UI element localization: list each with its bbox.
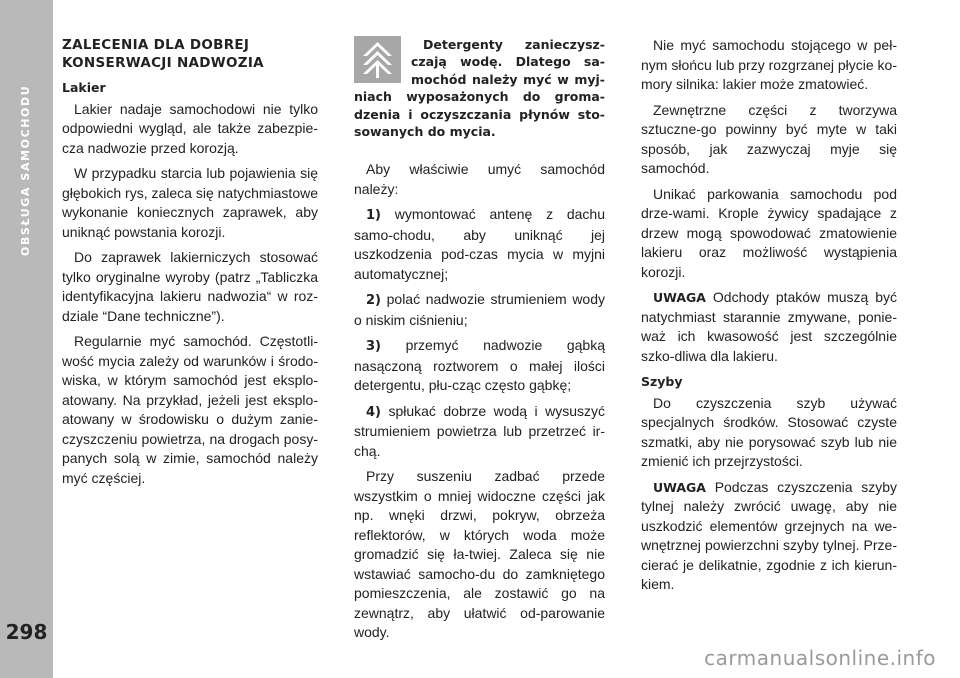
- paragraph: Przy suszeniu zadbać przede wszystkim o mniej widoczne części jak np. wnęki drzwi, pokryw, obrzeża reflektorów, w których woda może gromadzić się ła-twiej. Zaleca się nie wstawiać samocho-du do zamkniętego pomieszczenia, ale zostawić go na zewnątrz, aby ułatwić od-parowanie wody.: [354, 468, 605, 641]
- step-number: 3): [366, 339, 381, 355]
- note-label: UWAGA: [653, 290, 706, 305]
- paragraph: Zewnętrzne części z tworzywa sztuczne-go powinny być myte w taki sposób, jak zazwyczaj myje się samochód.: [641, 101, 897, 176]
- section-title-vertical: OBSŁUGA SAMOCHODU: [19, 84, 32, 256]
- paragraph: Unikać parkowania samochodu pod drze-wami. Krople żywicy spadające z drzew mogą spowodować zmatowienie lakieru oraz możliwość wystąpienia korozji.: [641, 185, 897, 280]
- step-1: [354, 205, 605, 284]
- environment-warning: [354, 36, 605, 140]
- step-number: 2): [366, 293, 381, 309]
- step-number: 4): [366, 404, 381, 420]
- paragraph: Nie myć samochodu stojącego w peł-nym słońcu lub przy rozgrzanej płycie ko-mory silnika: lakier może zmatowieć.: [641, 37, 897, 92]
- step-text: wymontować antenę z dachu samo-chodu, aby uniknąć jej uszkodzenia pod-czas mycia w myjni automatycznej;: [354, 206, 605, 282]
- step-4: [354, 402, 605, 462]
- step-3: [354, 336, 605, 396]
- column-3: [641, 36, 897, 601]
- column-1: [62, 36, 318, 494]
- paragraph: Do zaprawek lakierniczych stosować tylko oryginalne wyroby (patrz „Tabliczka identyfikacyjna lakieru nadwozia“ w roz-dziale “Dane techniczne”).: [62, 249, 318, 324]
- step-number: 1): [366, 208, 381, 224]
- step-text: spłukać dobrze wodą i wysuszyć strumieniem powietrza lub przetrzeć ir-chą.: [354, 402, 606, 459]
- paragraph: Regularnie myć samochód. Częstotli-wość mycia zależy od warunków i środo-wiska, w którym samochód jest eksplo-atowany. Na przykład, jeżeli jest eksplo-atowany w środowisku o dużym zanie-czyszczeniu powietrza, na drogach posy-panych solą w zimie, samochód należy myć częściej.: [62, 333, 318, 486]
- note-text: Podczas czyszczenia szyby tylnej należy zwrócić uwagę, aby nie uszkodzić elementów grzejnych na we-wnętrznej powierzchni szyby tylnej. Prze-cierać je delikatnie, zgodnie z ich kierun-kiem.: [641, 478, 898, 592]
- paragraph: Do czyszczenia szyb używać specjalnych środków. Stosować czyste szmatki, aby nie porysować szyb lub nie zmienić ich przejrzystości.: [641, 394, 897, 469]
- paragraph: W przypadku starcia lub pojawienia się głębokich rys, zaleca się natychmiastowe wykonanie koniecznych zaprawek, aby uniknąć powstania korozji.: [62, 165, 319, 240]
- step-text: przemyć nadwozie gąbką nasączoną roztworem o małej ilości detergentu, płu-cząc często gąbkę;: [354, 337, 605, 394]
- page-number: 298: [5, 620, 48, 644]
- paragraph: Lakier nadaje samochodowi nie tylko odpowiedni wygląd, ale także zabezpie-cza nadwozie przed korozją.: [62, 100, 318, 156]
- warning-text: Detergenty zanieczysz-czają wodę. Dlatego sa-mochód należy myć w myj-niach wyposażonych do groma-dzenia i oczyszczania płynów sto-sowanych do mycia.: [354, 37, 605, 140]
- step-text: polać nadwozie strumieniem wody o niskim ciśnieniu;: [354, 291, 606, 328]
- note-rear-window: [641, 478, 897, 595]
- subheading-szyby: Szyby: [641, 374, 683, 389]
- watermark: carmanualsonline.info: [704, 646, 936, 670]
- column-2: [354, 36, 605, 649]
- note-text: Odchody ptaków muszą być natychmiast starannie zmywane, ponie-waż ich kwasowość jest szczególnie szko-dliwa dla lakieru.: [641, 289, 897, 364]
- subheading-lakier: Lakier: [62, 80, 106, 95]
- note-label: UWAGA: [653, 479, 706, 495]
- paragraph: Aby właściwie umyć samochód należy:: [354, 161, 605, 197]
- sidebar: [0, 0, 53, 678]
- tree-icon: [354, 36, 401, 83]
- page-heading: ZALECENIA DLA DOBREJ KONSERWACJI NADWOZIA: [62, 37, 264, 71]
- note-birds: [641, 288, 897, 366]
- step-2: [354, 290, 605, 330]
